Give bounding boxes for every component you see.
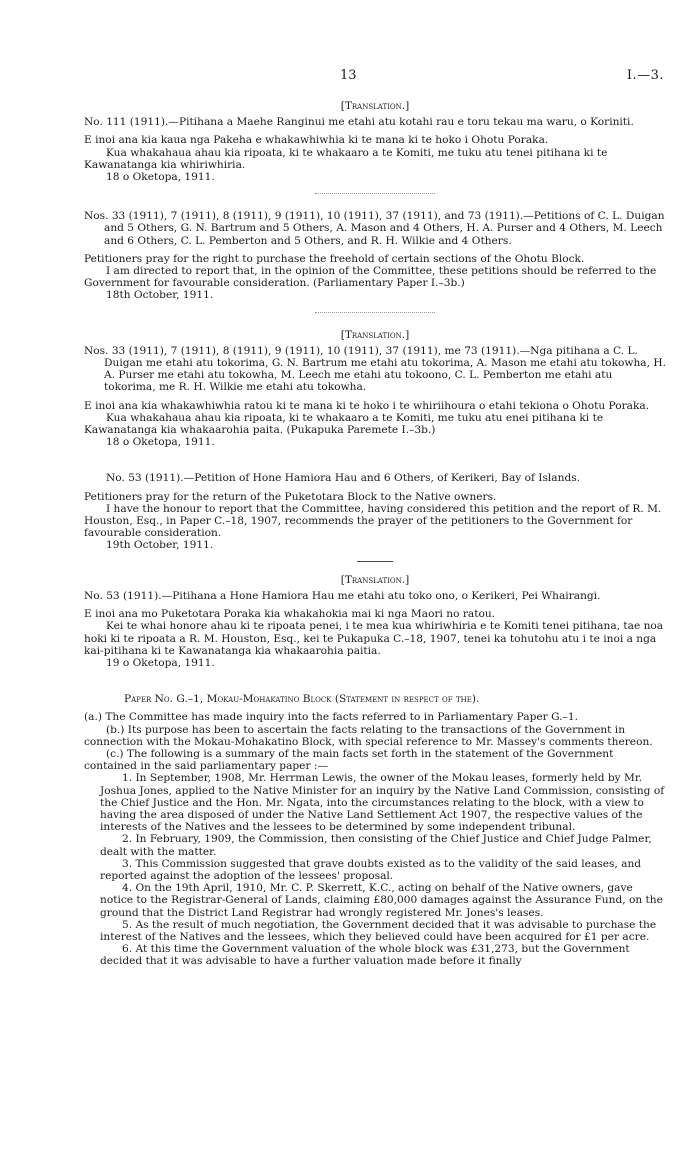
- section-divider: [315, 193, 435, 194]
- section-divider: [315, 312, 435, 313]
- fact-item-3: 3. This Commission suggested that grave doubts existed as to the validity of the said leases, and reported against the adoption of the lessees' proposal.: [100, 857, 642, 882]
- translation-label: [Translation.]: [340, 100, 410, 112]
- translation-label: [Translation.]: [340, 573, 410, 586]
- petition-53-translation: [84, 574, 666, 669]
- petition-title: No. 53 (1911).—Pitihana a Hone Hamiora Hau me etahi atu toko ono, o Kerikeri, Pei Whairangi.: [84, 589, 601, 602]
- paragraph-b: (b.) Its purpose has been to ascertain the facts relating to the transactions of the Government in connection with the Mokau-Mohakatino Block, with special reference to Mr. Massey's comments thereon.: [84, 723, 653, 748]
- page-body: [84, 100, 666, 968]
- section-heading: Paper No. G.–1, Mokau-Mohakatino Block (Statement in respect of the).: [124, 693, 480, 706]
- petition-prayer: E inoi ana kia whakawhiwhia ratou ki te mana ki te hoko i te whiriihoura o etahi tekiona o Ohotu Poraka.: [84, 399, 650, 412]
- fact-item-6: 6. At this time the Government valuation of the whole block was £31,273, but the Government decided that it was advisable to have a further valuation made before it finally: [100, 943, 630, 968]
- fact-item-4: 4. On the 19th April, 1910, Mr. C. P. Skerrett, K.C., acting on behalf of the Native owners, gave notice to the Registrar-General of Lands, claiming £80,000 damages against the Assurance Fund, on the ground that the District Land Registrar had wrongly registered Mr. Jones's leases.: [100, 882, 663, 919]
- committee-report: Kua whakahaua ahau kia ripoata, ki te whakaaro a te Komiti, me tuku atu tenei pitihana ki te Kawanatanga kia whiriwhiria.: [84, 146, 608, 171]
- fact-item-5: 5. As the result of much negotiation, the Government decided that it was advisable to purchase the interest of the Natives and the lessees, which they believed could have been acquired for £1 per acre.: [100, 918, 657, 943]
- committee-report: I have the honour to report that the Committee, having considered this petition and the report of R. M. Houston, Esq., in Paper C.–18, 1907, recommends the prayer of the petitioners to the Government for favourable consideration.: [84, 502, 662, 540]
- page-header: [0, 68, 700, 88]
- petition-prayer: Petitioners pray for the right to purchase the freehold of certain sections of the Ohotu Block.: [84, 252, 585, 265]
- report-date: 19th October, 1911.: [106, 539, 214, 552]
- report-date: 18th October, 1911.: [106, 289, 214, 302]
- petition-title: No. 53 (1911).—Petition of Hone Hamiora Hau and 6 Others, of Kerikeri, Bay of Islands.: [106, 472, 581, 485]
- committee-report: I am directed to report that, in the opinion of the Committee, these petitions should be referred to the Government for favourable consideration. (Parliamentary Paper I.–3b.): [84, 265, 657, 290]
- mokau-mohakatino-statement: [84, 693, 666, 967]
- petition-title: Nos. 33 (1911), 7 (1911), 8 (1911), 9 (1911), 10 (1911), 37 (1911), me 73 (1911).—Nga pitihana a C. L. Duigan me etahi atu tokorima, G. N. Bartrum me etahi atu tokorima, A. Mason me etahi atu tokowha, H. A. Purser me etahi atu tokowha, M. Leech me etahi atu tokoono, C. L. Pemberton me etahi atu tokorima, me R. H. Wilkie me etahi atu tokowha.: [84, 344, 666, 394]
- report-date: 19 o Oketopa, 1911.: [106, 656, 215, 669]
- report-date: 18 o Oketopa, 1911.: [106, 436, 215, 449]
- committee-report: Kei te whai honore ahau ki te ripoata penei, i te mea kua whiriwhiria e te Komiti tenei pitihana, tae noa hoki ki te ripoata a R. M. Houston, Esq., kei te Pukapuka C.–18, 1907, tenei ka tohutohu atu i te inoi a nga kai-pitihana ki te Kawanatanga kia whakaarohia paitia.: [84, 620, 664, 657]
- petition-title: Nos. 33 (1911), 7 (1911), 8 (1911), 9 (1911), 10 (1911), 37 (1911), and 73 (1911).—Petitions of C. L. Duigan and 5 Others, G. N. Bartrum and 5 Others, A. Mason and 4 Others, H. A. Purser and 4 Others, M. Leech and 6 Others, C. L. Pemberton and 5 Others, and R. H. Wilkie and 4 Others.: [84, 210, 665, 247]
- page-number: 13: [340, 68, 357, 83]
- petition-prayer: E inoi ana kia kaua nga Pakeha e whakawhiwhia ki te mana ki te hoko i Ohotu Poraka.: [84, 134, 549, 147]
- translation-label: [Translation.]: [340, 328, 410, 341]
- paper-reference: I.—3.: [626, 68, 664, 83]
- report-date: 18 o Oketopa, 1911.: [106, 171, 215, 184]
- fact-item-2: 2. In February, 1909, the Commission, then consisting of the Chief Justice and Chief Judge Palmer, dealt with the matter.: [100, 833, 652, 858]
- fact-item-1: 1. In September, 1908, Mr. Herrman Lewis, the owner of the Mokau leases, formerly held by Mr. Joshua Jones, applied to the Native Minister for an inquiry by the Native Land Commission, consisting of the Chief Justice and the Hon. Mr. Ngata, into the circumstances relating to the block, with a view to having the area disposed of under the Native Land Settlement Act 1907, the respective values of the interests of the Natives and the lessees to be determined by some independent tribunal.: [100, 772, 665, 834]
- petition-prayer: E inoi ana mo Puketotara Poraka kia whakahokia mai ki nga Maori no ratou.: [84, 608, 496, 621]
- paragraph-a: (a.) The Committee has made inquiry into the facts referred to in Parliamentary Paper G.–1.: [84, 711, 578, 724]
- section-rule: [357, 561, 393, 562]
- committee-report: Kua whakahaua ahau kia ripoata, ki te whakaaro a te Komiti, me tuku atu enei pitihana ki te Kawanatanga kia whakaarohia paita. (Pukapuka Paremete I.–3b.): [84, 411, 604, 437]
- petition-prayer: Petitioners pray for the return of the Puketotara Block to the Native owners.: [84, 490, 497, 503]
- petition-ohotu-translation: [84, 329, 666, 449]
- petition-53-english: [84, 472, 666, 551]
- paragraph-c: (c.) The following is a summary of the main facts set forth in the statement of the Government contained in the said parliamentary paper :—: [84, 747, 614, 773]
- petition-ohotu-english: [84, 210, 666, 301]
- petition-title: No. 111 (1911).—Pitihana a Maehe Ranginui me etahi atu kotahi rau e toru tekau ma waru, o Koriniti.: [84, 116, 634, 129]
- petition-111-translation: [84, 100, 666, 183]
